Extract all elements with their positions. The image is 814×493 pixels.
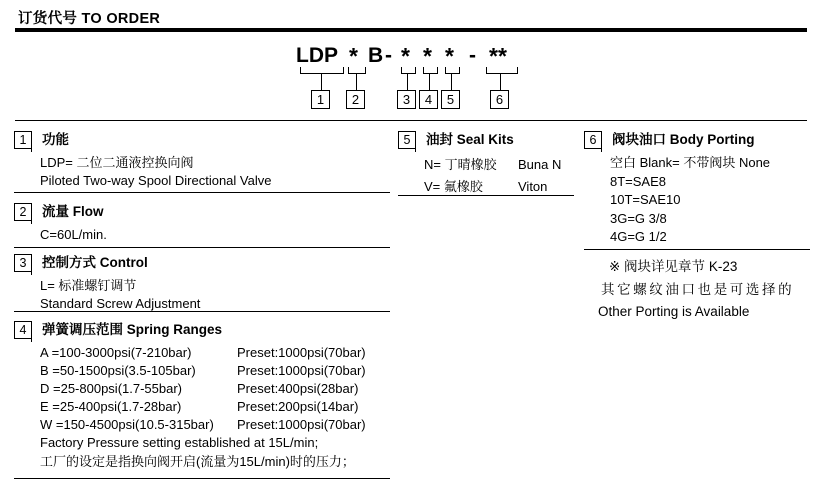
code-seg-star-double: **: [489, 43, 507, 69]
porting-option-10t: 10T=SAE10: [610, 192, 681, 208]
code-seg-star-4: *: [445, 43, 454, 69]
code-seg-star-1: *: [349, 43, 358, 69]
section-control-title: 控制方式 Control: [42, 255, 148, 270]
section-spring-head: [14, 321, 404, 339]
diagram-divider-rule: [15, 120, 807, 121]
spring-row-e: [40, 398, 404, 416]
position-box-4: 4: [419, 90, 438, 109]
connector-stem-4: [429, 73, 430, 90]
section-control: [14, 254, 392, 312]
function-option-cn: LDP= 二位二通液控换向阀: [40, 155, 194, 170]
section-spring-body: [40, 344, 404, 471]
control-option-cn: L= 标准螺钉调节: [40, 278, 137, 293]
section-porting-title: 阀块油口 Body Porting: [612, 132, 755, 147]
section-control-number: 3: [14, 254, 32, 272]
spring-range-e: E =25-400psi(1.7-28bar): [40, 399, 182, 415]
seal-row-n: [424, 154, 578, 176]
connector-bracket-1: [300, 67, 344, 74]
footnote-line-1: ※ 阀块详见章节 K-23: [609, 259, 738, 274]
code-seg-b: B: [368, 44, 384, 67]
footnote-line-3: Other Porting is Available: [598, 304, 750, 319]
porting-option-3g: 3G=G 3/8: [610, 210, 667, 226]
section-flow: [14, 203, 392, 244]
connector-bracket-3: [401, 67, 416, 74]
section-function: [14, 131, 392, 189]
separator-function: [14, 192, 390, 193]
section-function-number: 1: [14, 131, 32, 149]
section-seal-body: [424, 154, 578, 198]
flow-option: C=60L/min.: [40, 227, 107, 242]
connector-bracket-2: [348, 67, 366, 74]
section-seal-title: 油封 Seal Kits: [426, 132, 514, 147]
position-box-6: 6: [490, 90, 509, 109]
spring-factory-note-en: Factory Pressure setting established at 15L/min;: [40, 435, 319, 451]
section-seal-number: 5: [398, 131, 416, 149]
spring-row-d: [40, 380, 404, 398]
spring-factory-note-cn: 工厂的设定是指换向阀开启(流量为15L/min)时的压力；: [40, 453, 355, 469]
position-box-1: 1: [311, 90, 330, 109]
section-seal: [398, 131, 578, 198]
spring-preset-a: Preset:1000psi(70bar): [237, 345, 366, 360]
seal-name-v: Viton: [518, 179, 548, 194]
connector-bracket-6: [486, 67, 518, 74]
section-function-title: 功能: [42, 132, 69, 147]
seal-code-n: N= 丁晴橡胶: [424, 157, 497, 172]
position-box-5: 5: [441, 90, 460, 109]
spring-row-a: [40, 344, 404, 362]
section-porting-number: 6: [584, 131, 602, 149]
connector-stem-2: [356, 73, 357, 90]
section-flow-body: [40, 226, 392, 244]
separator-seal: [398, 195, 574, 196]
control-option-en: Standard Screw Adjustment: [40, 295, 201, 311]
section-flow-number: 2: [14, 203, 32, 221]
section-porting-body: [610, 154, 810, 247]
porting-footnote: [598, 256, 794, 324]
page-title: 订货代号 TO ORDER: [18, 11, 161, 27]
connector-stem-1: [321, 73, 322, 90]
section-control-body: [40, 277, 392, 312]
section-spring: [14, 321, 404, 471]
separator-control: [14, 311, 390, 312]
code-seg-dash-1: -: [385, 44, 392, 67]
spring-preset-e: Preset:200psi(14bar): [237, 399, 359, 415]
connector-bracket-4: [423, 67, 438, 74]
code-seg-star-3: *: [423, 43, 432, 69]
function-option-en: Piloted Two-way Spool Directional Valve: [40, 172, 272, 188]
section-porting: [584, 131, 810, 247]
section-spring-number: 4: [14, 321, 32, 339]
spring-range-b: B =50-1500psi(3.5-105bar): [40, 363, 196, 379]
separator-flow: [14, 247, 390, 248]
position-box-3: 3: [397, 90, 416, 109]
separator-porting: [584, 249, 810, 250]
spring-range-a: A =100-3000psi(7-210bar): [40, 345, 192, 360]
separator-spring: [14, 478, 390, 479]
section-control-head: [14, 254, 392, 272]
section-spring-title: 弹簧调压范围 Spring Ranges: [42, 322, 223, 337]
code-seg-dash-2: -: [469, 44, 476, 67]
porting-option-4g: 4G=G 1/2: [610, 229, 667, 245]
connector-bracket-5: [445, 67, 460, 74]
section-function-body: [40, 154, 392, 189]
section-function-head: [14, 131, 392, 149]
footnote-line-2: 其它螺纹油口也是可选择的: [601, 281, 795, 297]
spring-preset-d: Preset:400psi(28bar): [237, 381, 359, 397]
spring-range-d: D =25-800psi(1.7-55bar): [40, 381, 182, 397]
section-flow-title: 流量 Flow: [42, 204, 104, 219]
spring-row-b: [40, 362, 404, 380]
code-seg-star-2: *: [401, 43, 410, 69]
position-box-2: 2: [346, 90, 365, 109]
porting-option-8t: 8T=SAE8: [610, 173, 667, 189]
section-porting-head: [584, 131, 810, 149]
spring-row-w: [40, 416, 404, 434]
seal-name-n: Buna N: [518, 157, 562, 172]
code-seg-ldp: LDP: [296, 44, 338, 67]
seal-code-v: V= 氟橡胶: [424, 179, 483, 194]
connector-stem-5: [451, 73, 452, 90]
spring-preset-b: Preset:1000psi(70bar): [237, 363, 366, 379]
connector-stem-6: [500, 73, 501, 90]
porting-option-blank: 空白 Blank= 不带阀块 None: [610, 155, 771, 170]
section-flow-head: [14, 203, 392, 221]
spring-preset-w: Preset:1000psi(70bar): [237, 417, 366, 433]
header-rule: [15, 28, 807, 32]
section-seal-head: [398, 131, 578, 149]
connector-stem-3: [407, 73, 408, 90]
spring-range-w: W =150-4500psi(10.5-315bar): [40, 417, 214, 433]
